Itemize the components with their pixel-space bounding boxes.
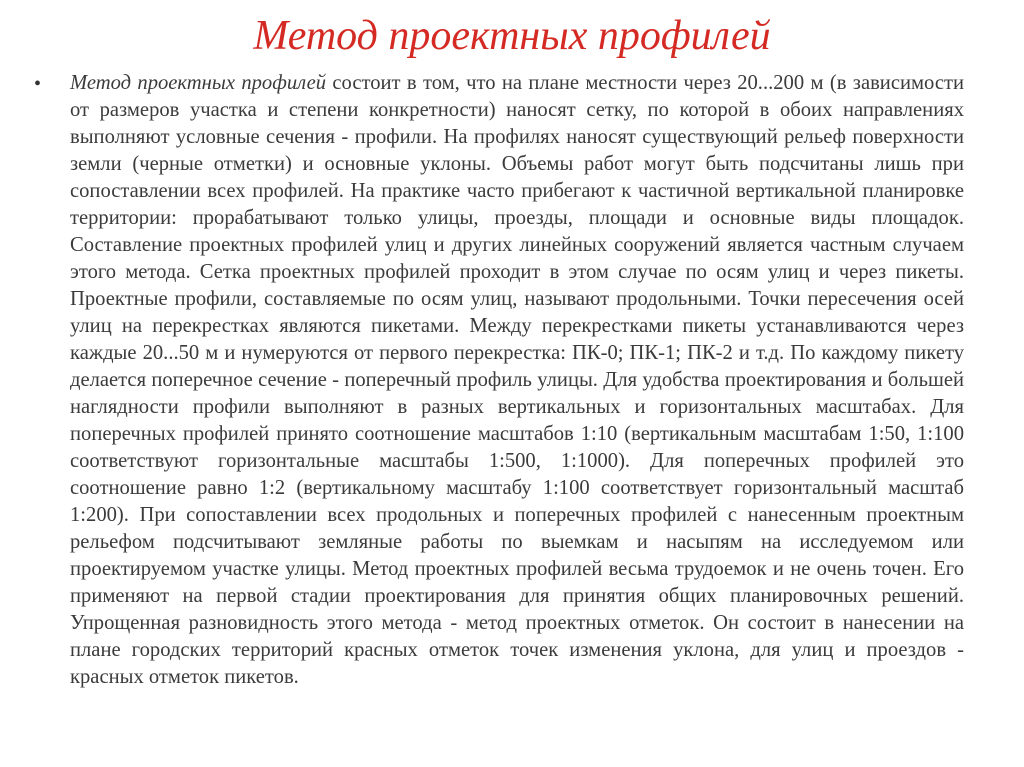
bullet-marker: •	[34, 73, 42, 95]
lead-term: Метод проектных профилей	[70, 72, 327, 94]
slide-title: Метод проектных профилей	[253, 13, 771, 59]
body-paragraph	[70, 70, 964, 691]
body-text: состоит в том, что на плане местности через 20...200 м (в зависимости от размеров участка и степени конкретности) наносят сетку, по которой в обоих направлениях выполняют условные сечения - профили. На профилях наносят существующий рельеф поверхности земли (черные отметки) и основные уклоны. Объемы работ могут быть подсчитаны лишь при сопоставлении всех профилей. На практике часто прибегают к частичной вертикальной планировке территории: прорабатывают только улицы, проезды, площади и основные виды площадок. Составление проектных профилей улиц и других линейных сооружений является частным случаем этого метода. Сетка проектных профилей проходит в этом случае по осям улиц и через пикеты. Проектные профили, составляемые по осям улиц, называют продольными. Точки пересечения осей улиц на перекрестках являются пикетами. Между перекрестками пикеты устанавливаются через каждые 20...50 м и нумеруются от первого перекрестка: ПК-0; ПК-1; ПК-2 и т.д. По каждому пикету делается поперечное сечение - поперечный профиль улицы. Для удобства проектирования и большей наглядности профили выполняют в разных вертикальных и горизонтальных масштабах. Для поперечных профилей принято соотношение масштабов 1:10 (вертикальным масштабам 1:50, 1:100 соответствуют горизонтальные масштабы 1:500, 1:1000). Для поперечных профилей это соотношение равно 1:2 (вертикальному масштабу 1:100 соответствует горизонтальный масштаб 1:200). При сопоставлении всех продольных и поперечных профилей с нанесенным проектным рельефом подсчитывают земляные работы по выемкам и насыпям на исследуемом или проектируемом участке улицы. Метод проектных профилей весьма трудоемок и не очень точен. Его применяют на первой стадии проектирования для принятия общих планировочных решений. Упрощенная разновидность этого метода - метод проектных отметок. Он состоит в нанесении на плане городских территорий красных отметок точек изменения уклона, для улиц и проездов - красных отметок пикетов.	[70, 72, 964, 688]
